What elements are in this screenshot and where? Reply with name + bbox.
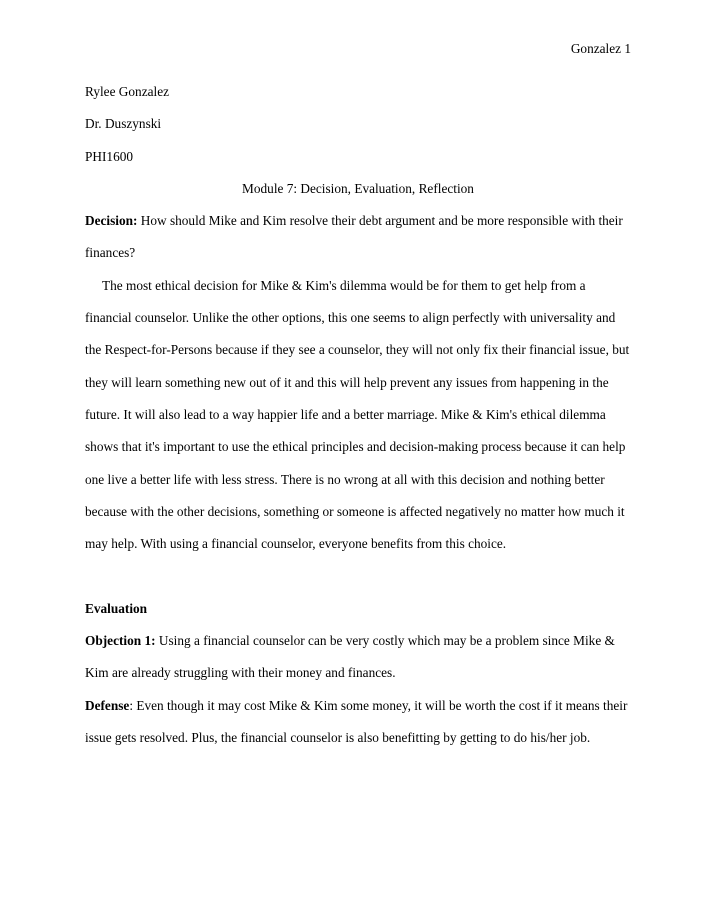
decision-question-text: How should Mike and Kim resolve their debt argument and be more responsible with their finances? — [85, 213, 623, 261]
defense-paragraph — [85, 690, 631, 755]
running-head: Gonzalez 1 — [570, 41, 631, 56]
objection-text: Using a financial counselor can be very costly which may be a problem since Mike & Kim are already struggling with their money and finances. — [85, 633, 615, 681]
evaluation-heading — [85, 593, 631, 625]
objection-paragraph — [85, 625, 631, 690]
instructor-name: Dr. Duszynski — [85, 116, 162, 132]
course-code: PHI1600 — [85, 148, 134, 164]
document-title: Module 7: Decision, Evaluation, Reflection — [242, 180, 474, 196]
objection-label: Objection 1: — [85, 633, 156, 649]
document-body — [85, 76, 631, 754]
defense-label: Defense — [85, 697, 130, 713]
student-name: Rylee Gonzalez — [85, 84, 170, 99]
evaluation-heading-text: Evaluation — [85, 600, 148, 616]
decision-label: Decision: — [85, 213, 138, 229]
decision-question — [85, 205, 631, 270]
decision-paragraph: The most ethical decision for Mike & Kim's dilemma would be for them to get help from a financial counselor. Unlike the other options, this one seems to align perfectly with universality and the Respect-for-Persons because if they see a counselor, they will not only fix their financial issue, but they will learn something new out of it and this will help prevent any issues from happening in the future. It will also lead to a way happier life and a better marriage. Mike & Kim's ethical dilemma shows that it's important to use the ethical principles and decision-making process because it can help one live a better life with less stress. There is no wrong at all with this decision and nothing better because with the other decisions, something or someone is affected negatively no matter how much it may help. With using a financial counselor, everyone benefits from this choice. — [85, 277, 630, 552]
section-spacer — [85, 560, 631, 592]
defense-text: : Even though it may cost Mike & Kim some money, it will be worth the cost if it means their issue gets resolved. Plus, the financial counselor is also benefitting by getting to do his/her job. — [85, 697, 628, 745]
